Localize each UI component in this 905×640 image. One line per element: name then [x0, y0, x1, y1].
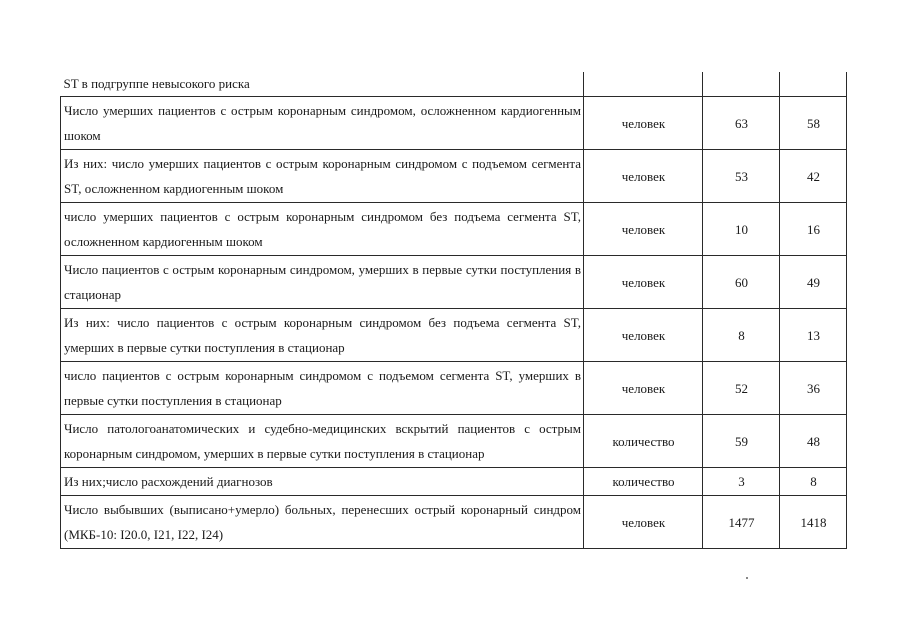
row-value-2: 58	[780, 97, 847, 150]
row-value-1: 3	[703, 468, 780, 496]
row-description: Число патологоанатомических и судебно-медицинских вскрытий пациентов с острым коронарным синдромом, умерших в первые сутки поступления в стационар	[61, 415, 584, 468]
row-description: Число выбывших (выписано+умерло) больных, перенесших острый коронарный синдром (МКБ-10: I20.0, I21, I22, I24)	[61, 496, 584, 549]
row-value-1: 10	[703, 203, 780, 256]
row-value-2: 36	[780, 362, 847, 415]
row-value-1	[703, 72, 780, 97]
table-row	[61, 468, 847, 496]
row-unit: человек	[584, 362, 703, 415]
row-description: число пациентов с острым коронарным синдромом с подъемом сегмента ST, умерших в первые сутки поступления в стационар	[61, 362, 584, 415]
row-unit: количество	[584, 415, 703, 468]
table-row	[61, 362, 847, 415]
row-unit: человек	[584, 203, 703, 256]
row-description: Из них: число пациентов с острым коронарным синдромом без подъема сегмента ST, умерших в первые сутки поступления в стационар	[61, 309, 584, 362]
row-value-1: 59	[703, 415, 780, 468]
table-row	[61, 97, 847, 150]
row-unit: человек	[584, 496, 703, 549]
row-value-1: 52	[703, 362, 780, 415]
row-value-1: 8	[703, 309, 780, 362]
row-value-2	[780, 72, 847, 97]
row-value-1: 60	[703, 256, 780, 309]
row-unit: человек	[584, 309, 703, 362]
table-row	[61, 203, 847, 256]
row-value-2: 1418	[780, 496, 847, 549]
row-unit: количество	[584, 468, 703, 496]
row-description: Из них;число расхождений диагнозов	[61, 468, 584, 496]
table-row	[61, 256, 847, 309]
row-description: Число умерших пациентов с острым коронарным синдромом, осложненном кардиогенным шоком	[61, 97, 584, 150]
row-value-2: 49	[780, 256, 847, 309]
row-description: Из них: число умерших пациентов с острым коронарным синдромом с подъемом сегмента ST, осложненном кардиогенным шоком	[61, 150, 584, 203]
scan-artifact	[746, 577, 748, 579]
row-value-2: 48	[780, 415, 847, 468]
row-value-2: 8	[780, 468, 847, 496]
row-value-1: 1477	[703, 496, 780, 549]
row-unit	[584, 72, 703, 97]
table-row	[61, 72, 847, 97]
table-row	[61, 309, 847, 362]
row-value-2: 13	[780, 309, 847, 362]
row-unit: человек	[584, 97, 703, 150]
row-description: Число пациентов с острым коронарным синдромом, умерших в первые сутки поступления в стационар	[61, 256, 584, 309]
row-value-1: 63	[703, 97, 780, 150]
row-value-2: 42	[780, 150, 847, 203]
row-value-1: 53	[703, 150, 780, 203]
row-description: ST в подгруппе невысокого риска	[61, 72, 584, 97]
statistics-table	[60, 72, 847, 549]
row-value-2: 16	[780, 203, 847, 256]
table-row	[61, 496, 847, 549]
row-unit: человек	[584, 150, 703, 203]
table-row	[61, 415, 847, 468]
table-row	[61, 150, 847, 203]
row-description: число умерших пациентов с острым коронарным синдромом без подъема сегмента ST, осложненном кардиогенным шоком	[61, 203, 584, 256]
row-unit: человек	[584, 256, 703, 309]
